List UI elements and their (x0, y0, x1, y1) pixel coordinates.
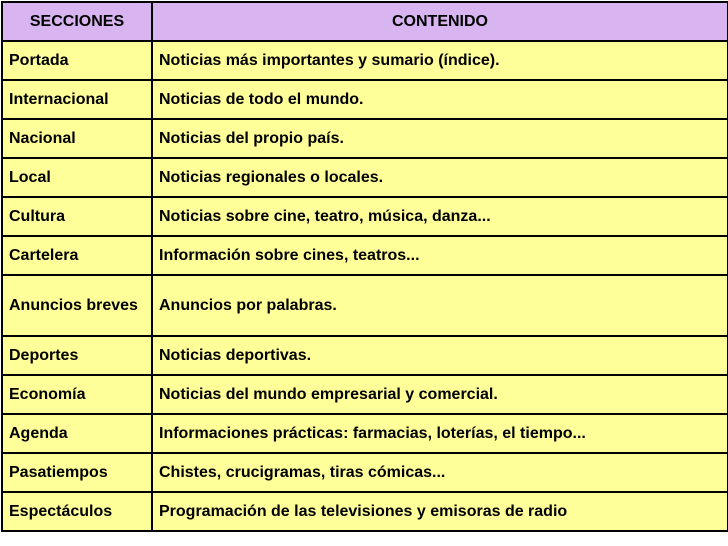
table-row (2, 375, 728, 414)
content-cell: Anuncios por palabras. (152, 275, 728, 336)
section-cell: Anuncios breves (2, 275, 152, 336)
table-row (2, 158, 728, 197)
section-cell: Local (2, 158, 152, 197)
content-cell: Noticias más importantes y sumario (índice). (152, 41, 728, 80)
table-row (2, 492, 728, 531)
section-cell: Cartelera (2, 236, 152, 275)
table-row (2, 453, 728, 492)
content-cell: Noticias del propio país. (152, 119, 728, 158)
content-cell: Chistes, crucigramas, tiras cómicas... (152, 453, 728, 492)
header-row (2, 2, 728, 41)
table-row (2, 336, 728, 375)
table-row (2, 80, 728, 119)
content-cell: Programación de las televisiones y emisoras de radio (152, 492, 728, 531)
section-cell: Internacional (2, 80, 152, 119)
content-cell: Noticias de todo el mundo. (152, 80, 728, 119)
header-contenido: CONTENIDO (152, 2, 728, 41)
table-row (2, 41, 728, 80)
content-cell: Informaciones prácticas: farmacias, loterías, el tiempo... (152, 414, 728, 453)
section-cell: Nacional (2, 119, 152, 158)
content-cell: Noticias sobre cine, teatro, música, danza... (152, 197, 728, 236)
content-cell: Información sobre cines, teatros... (152, 236, 728, 275)
table-row (2, 236, 728, 275)
section-cell: Portada (2, 41, 152, 80)
section-cell: Pasatiempos (2, 453, 152, 492)
section-cell: Economía (2, 375, 152, 414)
content-cell: Noticias deportivas. (152, 336, 728, 375)
table-row (2, 197, 728, 236)
table-row (2, 119, 728, 158)
section-cell: Agenda (2, 414, 152, 453)
sections-table (1, 1, 728, 532)
content-cell: Noticias regionales o locales. (152, 158, 728, 197)
content-cell: Noticias del mundo empresarial y comercial. (152, 375, 728, 414)
section-cell: Espectáculos (2, 492, 152, 531)
section-cell: Deportes (2, 336, 152, 375)
section-cell: Cultura (2, 197, 152, 236)
header-secciones: SECCIONES (2, 2, 152, 41)
table-row (2, 414, 728, 453)
table-row (2, 275, 728, 336)
